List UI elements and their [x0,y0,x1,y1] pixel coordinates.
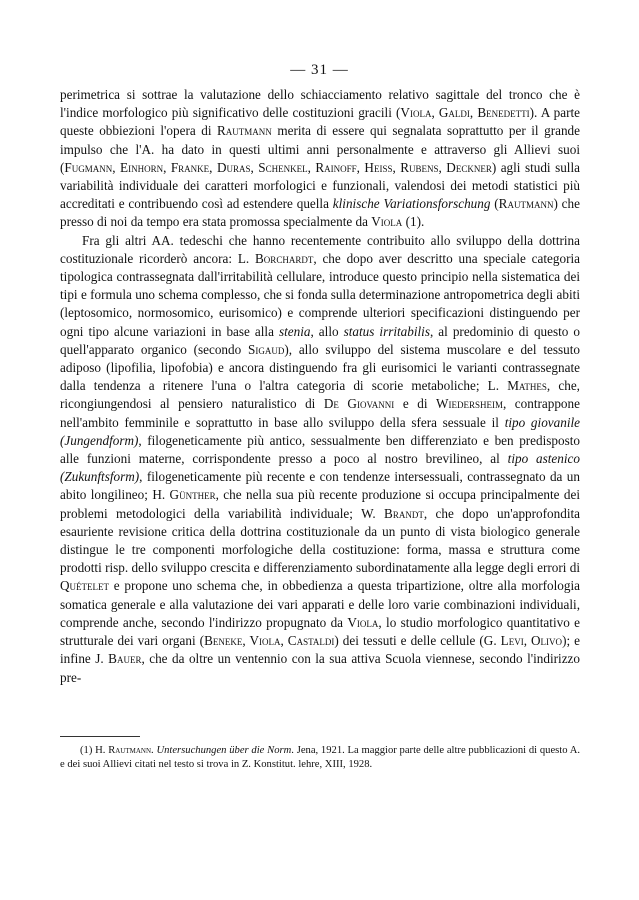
text-run: , che dopo aver descritto una speciale categoria tipologica contrassegnata dall'irritabilità cellulare, introduce questo principio nella sistematica dei tipi e formula uno schema complesso, che si fonda sulla determinazione antropometrica degli abiti (leptosomico, normosomico, eurisomico) e comprende ulteriori specificazioni distinguendo per ogni tipo alcune variazioni in base alla [60,250,580,339]
author-name: Sigaud [248,341,285,357]
italic-term: status irritabilis [343,323,430,339]
author-name: Borchardt [255,250,314,266]
text-run: . Jena, 1921. La maggior parte delle altre pubblicazioni di questo A. e dei suoi Allievi citati nel testo si trova in Z. Konstitut. lehre, XIII, 1928. [60,745,581,771]
author-name: Bauer [108,651,142,667]
footnote-separator [60,736,140,737]
author-name: Viola, Galdi, Benedetti [400,105,530,121]
author-name: Rautmann [108,745,152,756]
text-run: , filogeneticamente più recente e con tendenze intersessuali, contrassegnato da un abito longilineo; H. [60,469,580,503]
author-name: Rautmann [498,196,554,212]
italic-term: Untersuchungen über die Norm [156,745,292,756]
text-run: , che nella sua più recente produzione si occupa principalmente dei problemi metodologici della variabilità individuale; W. [60,487,580,521]
author-name: De Giovanni [323,396,395,412]
footnote [60,744,580,773]
text-run: e propone uno schema che, in obbedienza a questa tripartizione, oltre alla morfologia somatica generale e alla valutazione dei vari apparati e delle loro varie combinazioni individuali, comprende anche, secondo l'indirizzo propugnato da [60,578,580,630]
text-run: perimetrica si sottrae la valutazione dello schiacciamento relativo sagittale del tronco che è l'indice morfologico più significativo delle costituzioni gracili ( [60,87,580,121]
text-run: , allo [310,323,344,339]
author-name: Fugmann, Einhorn, Franke, Duras, Schenkel, Rainoff, Heiss, Rubens, Deckner [64,159,492,175]
text-run: ). A parte queste obbiezioni l'opera di [60,105,580,139]
author-name: Levi, Olivo [500,633,563,649]
author-name: Viola [347,614,379,630]
text-run: , contrappone nell'ambito femminile e soprattutto in base allo sviluppo della sfera sessuale il [60,396,580,430]
text-run: (1) H. [80,745,109,756]
author-name: Wiedersheim [436,396,503,412]
text-run: , filogeneticamente più antico, sessualmente ben differenziato e ben predisposto alle funzioni materne, corrispondente presso a poco al nostro brevilineo, al [60,432,580,467]
text-run: . [151,745,157,756]
text-run: , che dopo un'approfondita esauriente revisione critica della dottrina costituzionale da un punto di vista biologico generale distingue le tre componenti morfologiche della costituzione: forma, massa e struttura come prodotti risp. dello sviluppo crescita e differenziamento subordinatamente alla legge degli errori di [60,505,580,576]
text-run: Fra gli altri AA. tedeschi che hanno recentemente contribuito allo sviluppo della dottrina costituzionale ricorderò ancora: L. [60,232,580,266]
paragraph-2 [60,232,580,687]
text-run: ), allo sviluppo del sistema muscolare e del tessuto adiposo (lipofilia, lipofobia) e ancora distinguendo fra gli eurisomici le varianti contrassegnate dalla tendenza a ritenere l'una o l'altra categoria di scorie metaboliche; L. [60,341,580,394]
text-run: (1). [402,214,425,230]
text-run: ( [490,196,499,212]
text-run: e di [394,396,437,412]
italic-term: tipo astenico (Zukunftsform) [60,451,580,485]
text-run: , lo studio morfologico quantitativo e strutturale dei vari organi ( [60,614,580,649]
text-run: ) dei tessuti e delle cellule (G. [334,633,501,649]
text-run: ); e infine J. [60,633,581,667]
author-name: Rautmann [217,123,272,139]
text-run: ) che presso di noi da tempo era stata promossa specialmente da [60,196,580,230]
italic-term: tipo giovanile (Jungendform) [60,414,581,448]
text-run: merita di essere qui segnalata soprattutto per il grande impulso che l'A. ha dato in questi ultimi anni personalmente e attraverso gli Allievi suoi ( [60,123,580,175]
author-name: Viola [371,214,403,230]
text-run: ) agli studi sulla variabilità individuale dei caratteri morfologici e funzionali, valendosi dei metodi statistici più accreditati e contribuendo così ad estendere quella [60,159,580,212]
page-number: — 31 — [290,62,349,78]
author-name: Quételet [60,578,110,594]
author-name: Günther [169,487,216,503]
author-name: Beneke, Viola, Castaldi [204,633,335,649]
author-name: Mathes [507,378,547,394]
text-run: , che da oltre un ventennio con la sua attiva Scuola viennese, secondo l'indirizzo pre- [60,651,580,685]
body-text [60,86,580,687]
paragraph-1 [60,86,580,232]
text-run: , al predominio di questo o quell'apparato organico (secondo [60,323,580,357]
italic-term: stenia [278,323,311,339]
author-name: Brandt [384,505,424,521]
text-run: , che, ricongiungendosi al pensiero naturalistico di [60,378,580,412]
italic-term: klinische Variationsforschung [332,196,491,212]
